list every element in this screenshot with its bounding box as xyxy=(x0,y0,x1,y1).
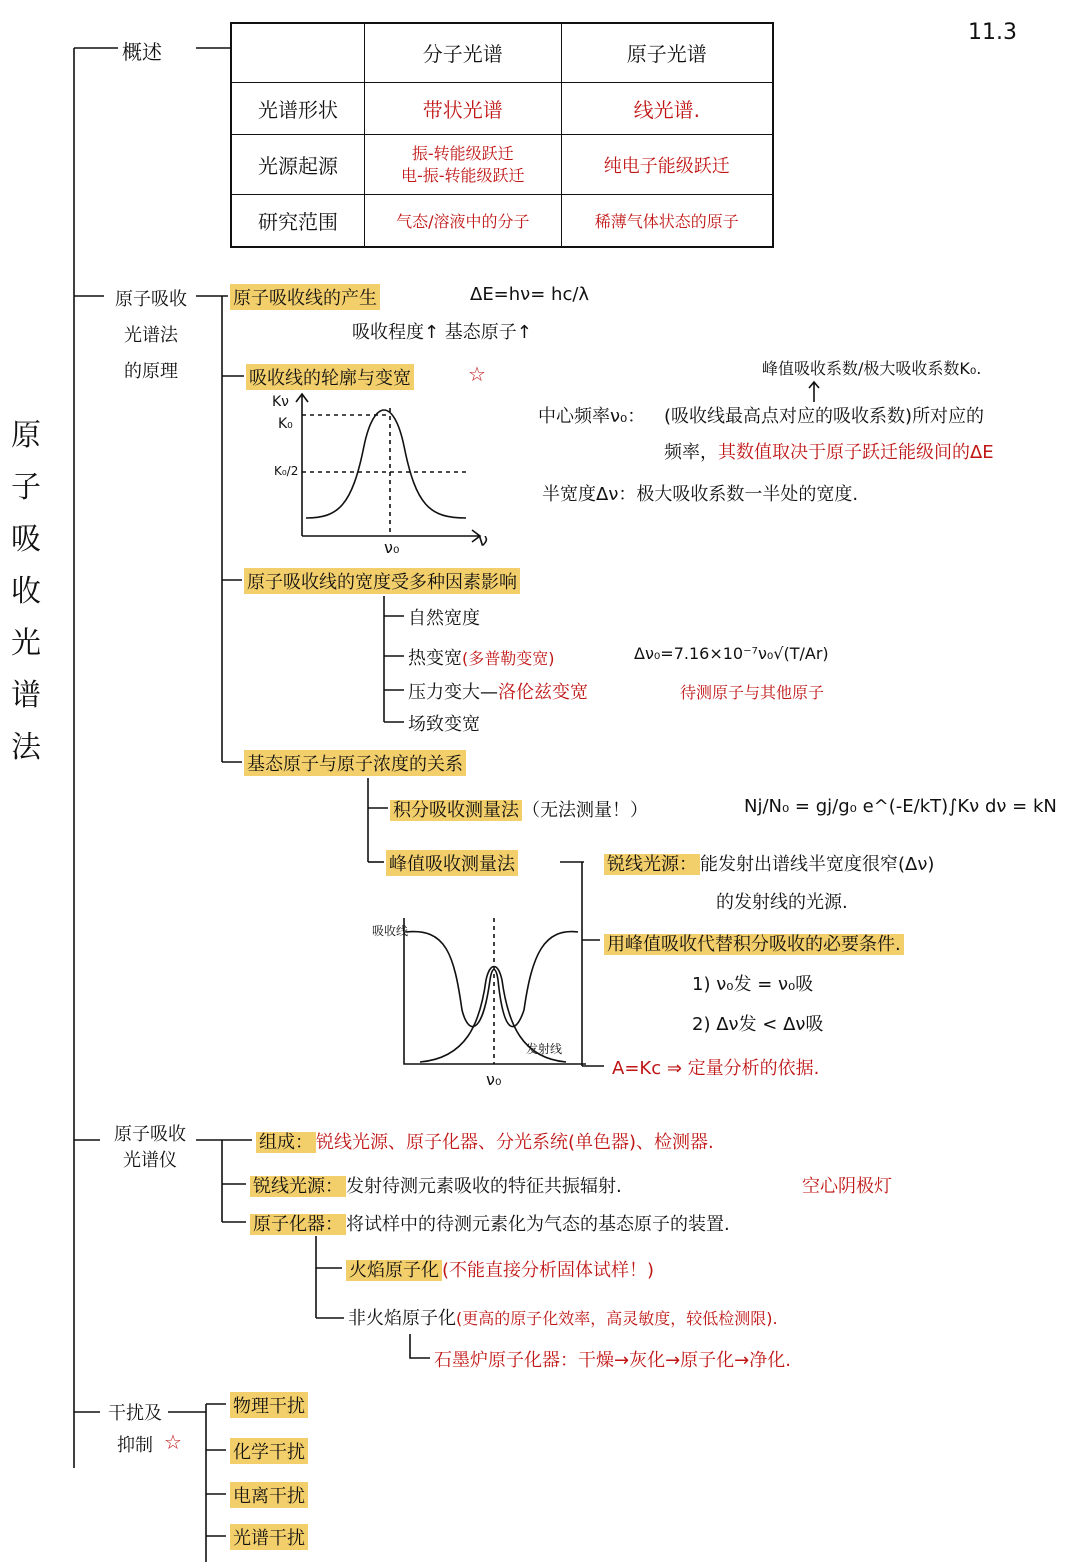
table-row-label: 研究范围 xyxy=(231,194,365,247)
table-cell-line: 振-转能级跃迁 xyxy=(411,143,514,163)
profile-title: 吸收线的轮廓与变宽 xyxy=(246,364,414,390)
table-row-label: 光源起源 xyxy=(231,135,365,194)
vertical-title-char: 子 xyxy=(11,470,41,505)
vertical-title-char: 原 xyxy=(11,418,41,453)
necessary-condition xyxy=(604,930,904,956)
graph-k0-label: K₀ xyxy=(278,416,293,432)
graph-k0-half-label: K₀/2 xyxy=(274,464,299,478)
center-freq-text-red: 其数值取决于原子跃迁能级间的ΔE xyxy=(718,442,994,463)
up-arrow-icon xyxy=(808,380,820,402)
table-header-cell: 原子光谱 xyxy=(561,23,773,82)
hollow-cathode-lamp: 空心阴极灯 xyxy=(802,1176,892,1197)
table-header-row xyxy=(231,23,773,82)
broadening-item xyxy=(408,678,588,704)
table-header-cell xyxy=(231,23,365,82)
vertical-title-char: 法 xyxy=(11,730,41,765)
broadening-item: 场致变宽 xyxy=(408,714,480,735)
peak-method-label: 峰值吸收测量法 xyxy=(386,850,518,876)
integral-label: 积分吸收测量法 xyxy=(390,800,522,821)
table-header-cell: 分子光谱 xyxy=(365,23,562,82)
table-cell-mol: 气态/溶液中的分子 xyxy=(365,194,562,247)
broadening-item: 自然宽度 xyxy=(408,608,480,629)
vertical-title-char: 吸 xyxy=(11,522,41,557)
source-text: 发射待测元素吸收的特征共振辐射. xyxy=(346,1176,622,1197)
composition-text: 锐线光源、原子化器、分光系统(单色器)、检测器. xyxy=(316,1132,714,1153)
interference-label xyxy=(100,1398,170,1462)
condition-1: 1) ν₀发 = ν₀吸 xyxy=(692,974,814,995)
nonflame-note: (更高的原子化效率，高灵敏度，较低检测限). xyxy=(456,1309,778,1328)
relation-title: 基态原子与原子浓度的关系 xyxy=(244,750,466,776)
broadening-item-text: 压力变大— xyxy=(408,682,498,703)
interference-label-line: 干扰及 xyxy=(108,1403,162,1424)
table-row xyxy=(231,135,773,194)
source xyxy=(250,1172,622,1198)
table-cell-atom: 纯电子能级跃迁 xyxy=(561,135,773,194)
source-label: 锐线光源： xyxy=(250,1176,346,1197)
instrument-label-line: 原子吸收 xyxy=(114,1124,186,1145)
atomizer-label: 原子化器： xyxy=(250,1214,346,1235)
half-width-def: 半宽度Δν：极大吸收系数一半处的宽度. xyxy=(542,484,859,505)
necessary-condition-text: 用峰值吸收代替积分吸收的必要条件. xyxy=(604,934,904,955)
sharp-source-text: 能发射出谱线半宽度很窄(Δν) xyxy=(700,854,935,875)
broadening-item-text: 热变宽 xyxy=(408,648,462,669)
table-cell-atom: 稀薄气体状态的原子 xyxy=(561,194,773,247)
broadening-item xyxy=(408,644,555,670)
vertical-title-char: 光 xyxy=(11,626,41,661)
instrument-label-line: 光谱仪 xyxy=(123,1150,177,1171)
nonflame-label: 非火焰原子化 xyxy=(348,1308,456,1329)
flame-atomization xyxy=(346,1256,654,1282)
star-icon: ☆ xyxy=(164,1430,182,1454)
broadening-item-extra: 待测原子与其他原子 xyxy=(680,683,825,702)
integral-method xyxy=(390,796,648,822)
sharp-source-text-2: 的发射线的光源. xyxy=(716,892,848,913)
table-cell-mol: 带状光谱 xyxy=(365,82,562,135)
absorption-profile-graph xyxy=(270,388,500,558)
doppler-formula: Δν₀=7.16×10⁻⁷ν₀√(T/Ar) xyxy=(634,644,829,663)
page-mark: 11.3 xyxy=(968,20,1017,45)
overview-label: 概述 xyxy=(122,40,162,64)
atomizer xyxy=(250,1210,730,1236)
interference-item: 电离干扰 xyxy=(230,1482,308,1508)
boltzmann-formula: Nj/N₀ = gj/g₀ e^(-E/kT) xyxy=(744,796,949,817)
center-freq-line2 xyxy=(664,438,994,464)
table-cell-atom: 线光谱. xyxy=(561,82,773,135)
principle-label xyxy=(106,282,196,390)
principle-label-line: 光谱法 xyxy=(124,325,178,346)
flame-note: (不能直接分析固体试样！) xyxy=(442,1260,655,1281)
sharp-source-label: 锐线光源： xyxy=(604,854,700,875)
center-freq-text-3: 频率， xyxy=(664,442,718,463)
graph-y-label: Kν xyxy=(272,394,290,410)
table-row xyxy=(231,194,773,247)
vertical-title-char: 收 xyxy=(11,574,41,609)
production-formula: ΔE=hν= hc/λ xyxy=(470,284,590,305)
principle-label-line: 原子吸收 xyxy=(115,289,187,310)
production-note: 吸收程度↑ 基态原子↑ xyxy=(352,322,532,343)
table-cell-line: 电-振-转能级跃迁 xyxy=(401,165,525,185)
graph-absorb-label: 吸收线 xyxy=(372,924,409,938)
peak-note: 峰值吸收系数/极大吸收系数K₀. xyxy=(762,359,982,378)
flame-label: 火焰原子化 xyxy=(346,1260,442,1281)
composition-label: 组成： xyxy=(256,1132,316,1153)
star-icon: ☆ xyxy=(468,362,486,386)
sharp-source xyxy=(604,850,934,876)
production-title: 原子吸收线的产生 xyxy=(230,284,380,310)
vertical-title-char: 谱 xyxy=(11,678,41,713)
interference-label-line: 抑制 xyxy=(117,1435,153,1456)
broadening-item-red: (多普勒变宽) xyxy=(462,649,555,668)
center-freq-text-1: 吸收线最高点对应的吸收系数 xyxy=(671,406,906,427)
broadening-item-red: 洛伦兹变宽 xyxy=(498,682,588,703)
interference-item: 光谱干扰 xyxy=(230,1524,308,1550)
integral-note: （无法测量！） xyxy=(522,800,648,821)
principle-label-line: 的原理 xyxy=(124,361,178,382)
graph-x-label: ν xyxy=(478,530,489,551)
broadening-title: 原子吸收线的宽度受多种因素影响 xyxy=(244,568,520,594)
center-freq-text-2: 所对应的 xyxy=(912,406,985,427)
table-cell-mol xyxy=(365,135,562,194)
condition-2: 2) Δν发 < Δν吸 xyxy=(692,1014,824,1035)
atomizer-text: 将试样中的待测元素化为气态的基态原子的装置. xyxy=(346,1214,730,1235)
graphite-furnace: 石墨炉原子化器：干燥→灰化→原子化→净化. xyxy=(434,1350,791,1371)
center-freq-text: (吸收线最高点对应的吸收系数)所对应的 xyxy=(664,406,985,427)
quant-basis: A=Kc ⇒ 定量分析的依据. xyxy=(612,1058,820,1079)
nonflame-atomization xyxy=(348,1304,778,1330)
table-row xyxy=(231,82,773,135)
graph-emit-label: 发射线 xyxy=(526,1042,563,1056)
graph-x-tick: ν₀ xyxy=(384,538,400,557)
instrument-label xyxy=(104,1122,196,1174)
table-row-label: 光谱形状 xyxy=(231,82,365,135)
interference-item: 物理干扰 xyxy=(230,1392,308,1418)
interference-item: 化学干扰 xyxy=(230,1438,308,1464)
composition xyxy=(256,1128,714,1154)
center-freq-label: 中心频率ν₀： xyxy=(538,406,646,427)
graph-peak-tick: ν₀ xyxy=(486,1070,502,1089)
integral-formula: ∫Kν dν = kN xyxy=(948,796,1057,817)
comparison-table xyxy=(230,22,774,248)
